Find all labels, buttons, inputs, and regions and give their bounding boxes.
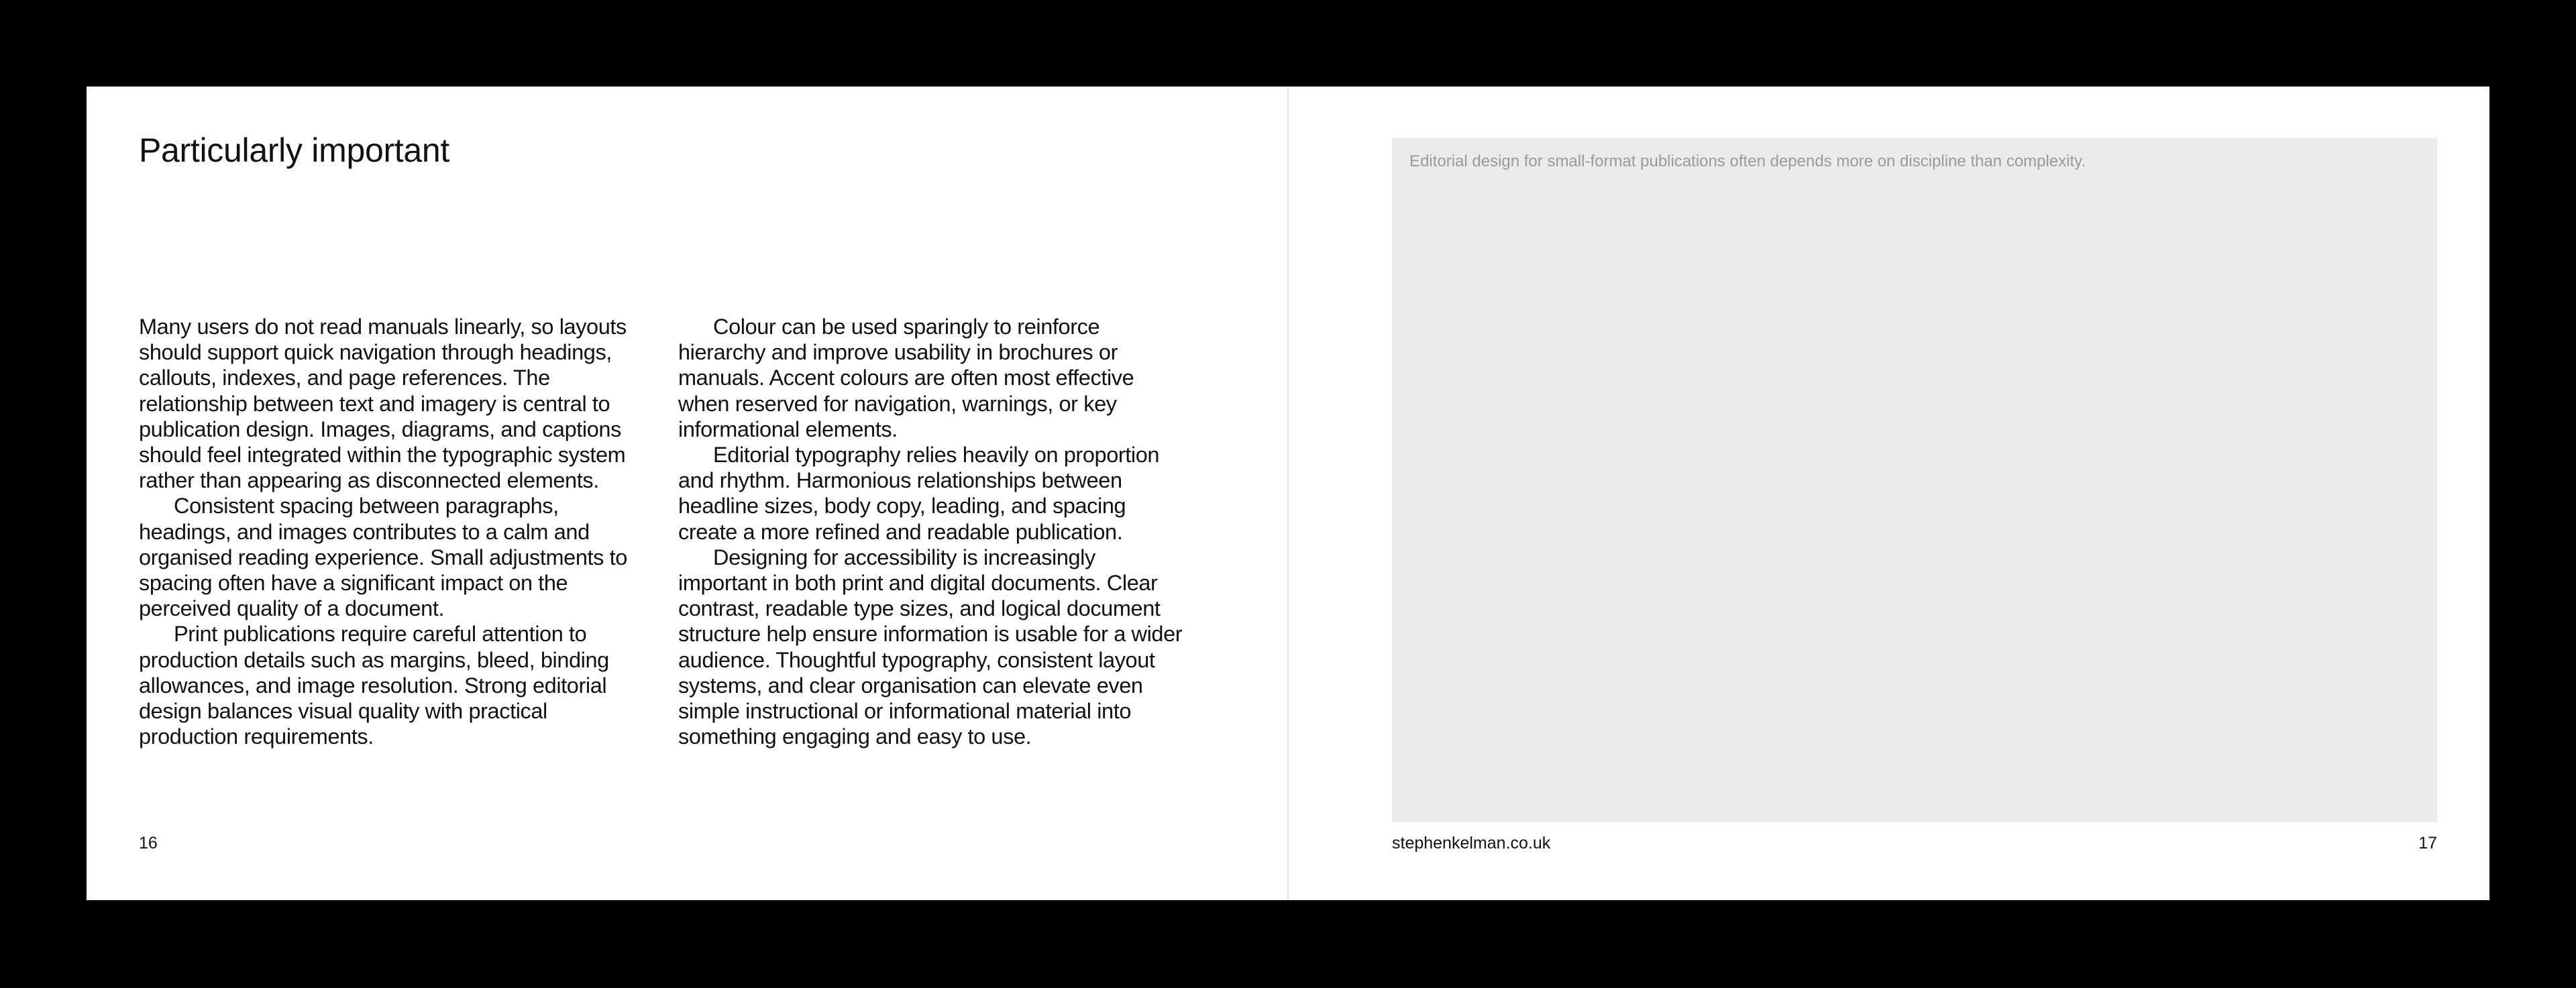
footer-url: stephenkelman.co.uk — [1392, 834, 1551, 853]
text-column-1 — [139, 314, 649, 749]
book-spread — [87, 87, 2489, 900]
spine-gutter — [1287, 87, 1289, 900]
page-number-left: 16 — [139, 834, 158, 853]
page-title: Particularly important — [139, 131, 450, 169]
body-paragraph: Designing for accessibility is increasingly important in both print and digital documents. Clear contrast, readable type sizes, and logical document structure help ensure information is usable for a wider audience. Thoughtful typography, consistent layout systems, and clear organisation can elevate even simple instructional or informational material into something engaging and easy to use. — [678, 545, 1183, 749]
body-paragraph: Colour can be used sparingly to reinforce hierarchy and improve usability in brochures or manuals. Accent colours are often most effective when reserved for navigation, warnings, or key informational elements. — [678, 315, 1134, 441]
text-column-2 — [678, 314, 1188, 749]
body-paragraph: Consistent spacing between paragraphs, headings, and images contributes to a calm and organised reading experience. Small adjustments to spacing often have a significant impact on the perceived quality of a document. — [139, 494, 627, 621]
image-placeholder — [1392, 138, 2437, 822]
body-paragraph: Many users do not read manuals linearly, so layouts should support quick navigation through headings, callouts, indexes, and page references. The relationship between text and imagery is central to publication design. Images, diagrams, and captions should feel integrated within the typographic system rather than appearing as disconnected elements. — [139, 315, 627, 493]
page-number-right: 17 — [2418, 834, 2437, 853]
image-caption: Editorial design for small-format publications often depends more on discipline than complexity. — [1409, 152, 2086, 170]
body-paragraph: Print publications require careful attention to production details such as margins, bleed, binding allowances, and image resolution. Strong editorial design balances visual quality with practical production requirements. — [139, 622, 609, 749]
body-paragraph: Editorial typography relies heavily on proportion and rhythm. Harmonious relationships between headline sizes, body copy, leading, and spacing create a more refined and readable publication. — [678, 443, 1160, 544]
